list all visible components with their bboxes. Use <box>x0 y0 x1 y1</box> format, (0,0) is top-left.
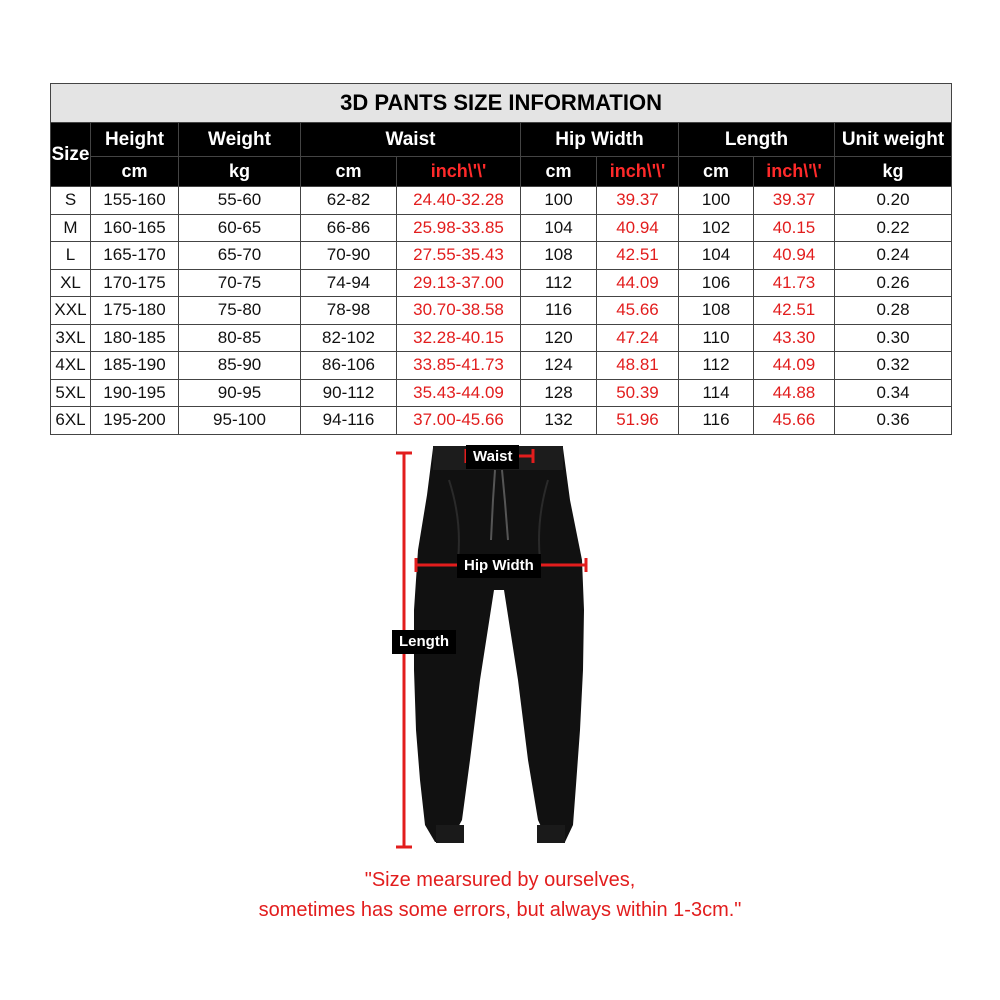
length-label: Length <box>392 630 456 654</box>
unit-hip-cm: cm <box>521 157 597 187</box>
table-cell: 190-195 <box>91 379 179 407</box>
table-cell: 0.20 <box>835 187 952 215</box>
col-unit-weight: Unit weight <box>835 123 952 157</box>
table-cell: 44.09 <box>754 352 835 380</box>
size-cell: XXL <box>51 297 91 325</box>
table-cell: 50.39 <box>597 379 679 407</box>
table-cell: 70-90 <box>301 242 397 270</box>
table-cell: 185-190 <box>91 352 179 380</box>
col-weight: Weight <box>179 123 301 157</box>
table-cell: 100 <box>679 187 754 215</box>
note-line-1: "Size mearsured by ourselves, <box>364 869 636 891</box>
table-cell: 170-175 <box>91 269 179 297</box>
table-title: 3D PANTS SIZE INFORMATION <box>51 84 952 123</box>
table-row <box>51 352 952 380</box>
table-cell: 175-180 <box>91 297 179 325</box>
table-cell: 27.55-35.43 <box>397 242 521 270</box>
table-cell: 45.66 <box>754 407 835 435</box>
table-cell: 42.51 <box>754 297 835 325</box>
table-cell: 65-70 <box>179 242 301 270</box>
unit-waist-inch: inch\'\' <box>397 157 521 187</box>
table-cell: 114 <box>679 379 754 407</box>
table-cell: 35.43-44.09 <box>397 379 521 407</box>
table-cell: 90-112 <box>301 379 397 407</box>
table-cell: 90-95 <box>179 379 301 407</box>
table-cell: 104 <box>679 242 754 270</box>
table-cell: 66-86 <box>301 214 397 242</box>
table-cell: 112 <box>521 269 597 297</box>
table-cell: 82-102 <box>301 324 397 352</box>
table-cell: 95-100 <box>179 407 301 435</box>
table-cell: 39.37 <box>754 187 835 215</box>
size-cell: 4XL <box>51 352 91 380</box>
hip-width-label: Hip Width <box>457 554 541 578</box>
table-cell: 32.28-40.15 <box>397 324 521 352</box>
size-cell: 6XL <box>51 407 91 435</box>
table-cell: 165-170 <box>91 242 179 270</box>
unit-length-cm: cm <box>679 157 754 187</box>
pants-figure <box>0 440 1000 860</box>
table-cell: 24.40-32.28 <box>397 187 521 215</box>
table-row <box>51 324 952 352</box>
table-cell: 104 <box>521 214 597 242</box>
table-cell: 51.96 <box>597 407 679 435</box>
table-cell: 94-116 <box>301 407 397 435</box>
table-row <box>51 407 952 435</box>
table-cell: 0.26 <box>835 269 952 297</box>
table-cell: 62-82 <box>301 187 397 215</box>
table-cell: 45.66 <box>597 297 679 325</box>
table-cell: 43.30 <box>754 324 835 352</box>
table-cell: 41.73 <box>754 269 835 297</box>
table-cell: 75-80 <box>179 297 301 325</box>
table-cell: 116 <box>679 407 754 435</box>
unit-length-inch: inch\'\' <box>754 157 835 187</box>
col-waist: Waist <box>301 123 521 157</box>
table-row <box>51 187 952 215</box>
table-cell: 37.00-45.66 <box>397 407 521 435</box>
table-cell: 0.34 <box>835 379 952 407</box>
table-cell: 39.37 <box>597 187 679 215</box>
table-row <box>51 269 952 297</box>
table-cell: 40.15 <box>754 214 835 242</box>
unit-hip-inch: inch\'\' <box>597 157 679 187</box>
table-cell: 108 <box>679 297 754 325</box>
table-cell: 128 <box>521 379 597 407</box>
table-cell: 155-160 <box>91 187 179 215</box>
table-cell: 70-75 <box>179 269 301 297</box>
table-cell: 74-94 <box>301 269 397 297</box>
table-cell: 0.28 <box>835 297 952 325</box>
size-table <box>50 83 952 435</box>
table-row <box>51 214 952 242</box>
table-cell: 42.51 <box>597 242 679 270</box>
table-cell: 116 <box>521 297 597 325</box>
col-length: Length <box>679 123 835 157</box>
table-cell: 60-65 <box>179 214 301 242</box>
table-cell: 0.36 <box>835 407 952 435</box>
table-cell: 100 <box>521 187 597 215</box>
table-cell: 160-165 <box>91 214 179 242</box>
note-line-2: sometimes has some errors, but always within 1-3cm." <box>258 899 742 921</box>
table-cell: 124 <box>521 352 597 380</box>
table-cell: 86-106 <box>301 352 397 380</box>
table-cell: 108 <box>521 242 597 270</box>
size-cell: S <box>51 187 91 215</box>
unit-height: cm <box>91 157 179 187</box>
size-cell: L <box>51 242 91 270</box>
waist-label: Waist <box>466 445 519 469</box>
size-cell: 5XL <box>51 379 91 407</box>
table-row <box>51 297 952 325</box>
size-cell: M <box>51 214 91 242</box>
table-row <box>51 242 952 270</box>
table-cell: 80-85 <box>179 324 301 352</box>
unit-unit-weight: kg <box>835 157 952 187</box>
pants-illustration <box>0 440 1000 860</box>
size-cell: 3XL <box>51 324 91 352</box>
table-cell: 44.88 <box>754 379 835 407</box>
table-cell: 180-185 <box>91 324 179 352</box>
table-cell: 40.94 <box>754 242 835 270</box>
table-body <box>51 187 952 435</box>
table-cell: 0.22 <box>835 214 952 242</box>
table-cell: 85-90 <box>179 352 301 380</box>
table-cell: 33.85-41.73 <box>397 352 521 380</box>
table-cell: 102 <box>679 214 754 242</box>
col-size: Size <box>51 123 91 187</box>
table-cell: 47.24 <box>597 324 679 352</box>
table-cell: 55-60 <box>179 187 301 215</box>
table-cell: 0.32 <box>835 352 952 380</box>
table-cell: 29.13-37.00 <box>397 269 521 297</box>
unit-weight: kg <box>179 157 301 187</box>
table-row <box>51 379 952 407</box>
table-cell: 120 <box>521 324 597 352</box>
measurement-note <box>0 865 1000 925</box>
table-cell: 48.81 <box>597 352 679 380</box>
table-cell: 0.30 <box>835 324 952 352</box>
table-cell: 110 <box>679 324 754 352</box>
table-cell: 40.94 <box>597 214 679 242</box>
table-cell: 112 <box>679 352 754 380</box>
table-cell: 132 <box>521 407 597 435</box>
col-hip-width: Hip Width <box>521 123 679 157</box>
table-cell: 44.09 <box>597 269 679 297</box>
size-cell: XL <box>51 269 91 297</box>
table-cell: 106 <box>679 269 754 297</box>
table-cell: 195-200 <box>91 407 179 435</box>
table-cell: 0.24 <box>835 242 952 270</box>
col-height: Height <box>91 123 179 157</box>
table-cell: 25.98-33.85 <box>397 214 521 242</box>
unit-waist-cm: cm <box>301 157 397 187</box>
table-cell: 78-98 <box>301 297 397 325</box>
table-cell: 30.70-38.58 <box>397 297 521 325</box>
